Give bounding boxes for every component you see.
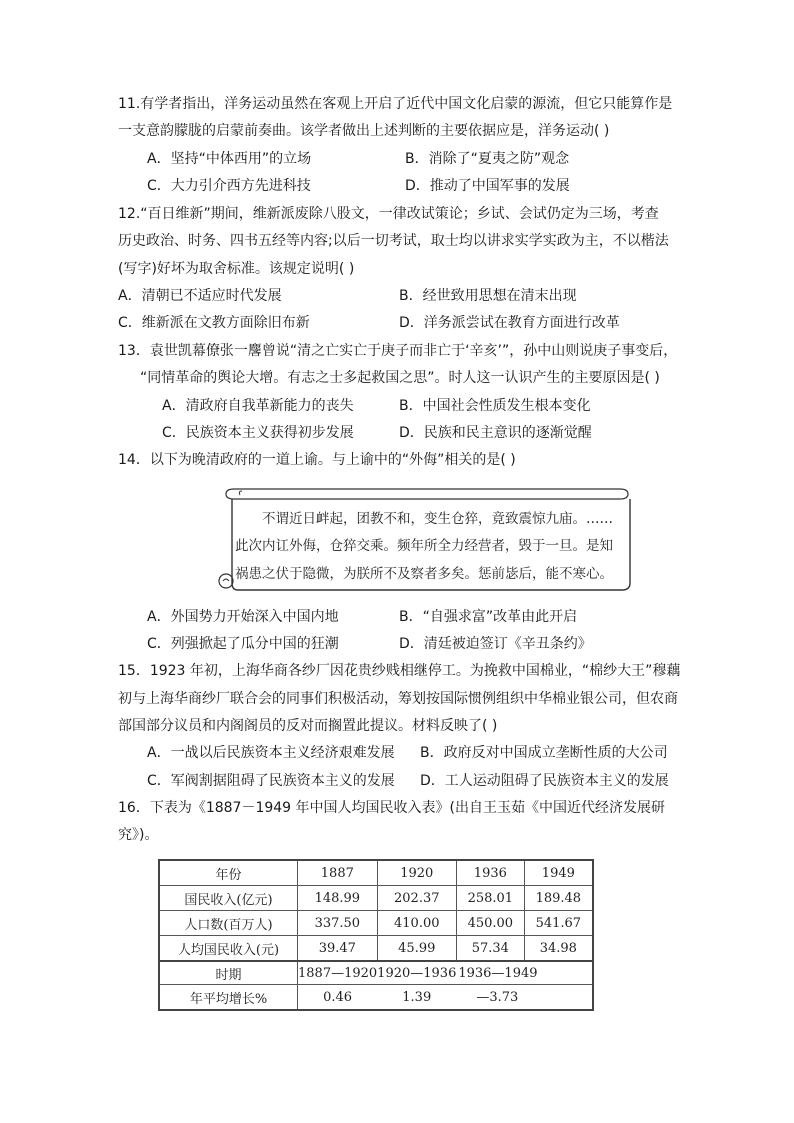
- table-cell: 34.98: [524, 936, 593, 962]
- q14-option-a[interactable]: A．外国势力开始深入中国内地: [147, 609, 339, 625]
- q13-option-d[interactable]: D．民族和民主意识的逐渐觉醒: [399, 425, 592, 441]
- q15-option-b[interactable]: B．政府反对中国成立垄断性质的大公司: [420, 745, 668, 761]
- table-row: [159, 936, 593, 962]
- q11-option-c[interactable]: C．大力引介西方先进科技: [147, 178, 311, 194]
- table-cell: 541.67: [524, 911, 593, 936]
- q14-option-d[interactable]: D．清廷被迫签订《辛丑条约》: [399, 636, 592, 652]
- q16-stem-line-2: 究》)。: [118, 827, 159, 843]
- growth-cell: 0.46: [298, 985, 378, 1011]
- table-cell: 410.00: [377, 911, 456, 936]
- q14-option-b[interactable]: B．“自强求富”改革由此开启: [399, 609, 578, 625]
- table-header-cell: 年份: [159, 860, 298, 886]
- table-cell: 450.00: [456, 911, 524, 936]
- table-header-row: [159, 860, 593, 886]
- table-growth-row: [159, 985, 593, 1011]
- q12-stem-line-1: 12.“百日维新”期间，维新派废除八股文，一律改试策论；乡试、会试仍定为三场，考查: [118, 206, 659, 222]
- period-label: 时期: [159, 961, 298, 985]
- q12-stem-line-2: 历史政治、时务、四书五经等内容;以后一切考试，取士均以讲求实学实政为主，不以楷法: [118, 233, 669, 249]
- imperial-decree-scroll: [218, 487, 632, 597]
- q13-option-a[interactable]: A．清政府自我革新能力的丧失: [162, 398, 354, 414]
- q11-stem-line-1: 11.有学者指出，洋务运动虽然在客观上开启了近代中国文化启蒙的源流，但它只能算作是: [118, 96, 673, 112]
- q13-option-b[interactable]: B．中国社会性质发生根本变化: [399, 398, 591, 414]
- q11-option-d[interactable]: D．推动了中国军事的发展: [405, 178, 570, 194]
- q15-option-d[interactable]: D．工人运动阻碍了民族资本主义的发展: [420, 773, 669, 789]
- q13-stem-line-1: 13．袁世凯幕僚张一麐曾说“清之亡实亡于庚子而非亡于‘辛亥’”，孙中山则说庚子事变后，: [118, 343, 678, 359]
- q12-option-d[interactable]: D．洋务派尝试在教育方面进行改革: [399, 315, 620, 331]
- q15-stem-line-3: 部国部分议员和内阁阁员的反对而搁置此提议。材料反映了( ): [118, 718, 498, 734]
- decree-line-1: 不谓近日衅起，团教不和，变生仓猝，竟致震惊九庙。……: [262, 511, 613, 527]
- growth-cell: 1.39: [377, 985, 456, 1011]
- table-row-label: 人口数(百万人): [159, 911, 298, 936]
- table-cell: 202.37: [377, 886, 456, 911]
- q15-option-c[interactable]: C．军阀割据阻碍了民族资本主义的发展: [147, 773, 395, 789]
- table-header-cell: 1887: [298, 860, 378, 886]
- table-cell: 39.47: [298, 936, 378, 962]
- table-row-label: 人均国民收入(元): [159, 936, 298, 962]
- table-period-row: [159, 961, 593, 985]
- table-cell: 148.99: [298, 886, 378, 911]
- table-row-label: 国民收入(亿元): [159, 886, 298, 911]
- growth-label: 年平均增长%: [159, 985, 298, 1011]
- q12-option-a[interactable]: A．清朝已不适应时代发展: [118, 288, 282, 304]
- decree-line-3: 祸患之伏于隐微，为朕所不及察者多矣。惩前毖后，能不寒心。: [235, 566, 613, 582]
- q14-option-c[interactable]: C．列强掀起了瓜分中国的狂潮: [147, 636, 339, 652]
- table-cell: 57.34: [456, 936, 524, 962]
- q11-option-b[interactable]: B．消除了“夏夷之防”观念: [405, 151, 570, 167]
- table-cell: 258.01: [456, 886, 524, 911]
- period-cell: 1920—1936: [377, 961, 456, 985]
- table-row: [159, 886, 593, 911]
- q15-stem-line-2: 初与上海华商纱厂联合会的同事们积极活动，筹划按国际惯例组织中华棉业银公司，但农商: [118, 691, 678, 707]
- table-cell: 337.50: [298, 911, 378, 936]
- q16-stem-line-1: 16．下表为《1887－1949 年中国人均国民收入表》(出自王玉茹《中国近代经济发展研: [118, 800, 665, 816]
- growth-cell: —3.73: [456, 985, 593, 1011]
- table-cell: 189.48: [524, 886, 593, 911]
- q12-stem-line-3: (写字)好坏为取舍标准。该规定说明( ): [118, 261, 355, 277]
- table-header-cell: 1920: [377, 860, 456, 886]
- q11-stem-line-2: 一支意韵朦胧的启蒙前奏曲。该学者做出上述判断的主要依据应是，洋务运动( ): [118, 123, 610, 139]
- income-table: [158, 859, 594, 1011]
- q12-option-b[interactable]: B．经世致用思想在清末出现: [399, 288, 577, 304]
- q14-stem: 14．以下为晚清政府的一道上谕。与上谕中的“外侮”相关的是( ): [118, 452, 516, 468]
- q15-stem-line-1: 15．1923 年初，上海华商各纱厂因花贵纱贱相继停工。为挽救中国棉业，“棉纱大王”穆藕: [118, 663, 681, 679]
- q13-stem-line-2: “同情革命的舆论大增。有志之士多起救国之思”。时人这一认识产生的主要原因是( ): [140, 370, 660, 386]
- table-header-cell: 1936: [456, 860, 524, 886]
- table-cell: 45.99: [377, 936, 456, 962]
- q13-option-c[interactable]: C．民族资本主义获得初步发展: [162, 425, 354, 441]
- table-header-cell: 1949: [524, 860, 593, 886]
- q12-option-c[interactable]: C．维新派在文教方面除旧布新: [118, 315, 310, 331]
- table-row: [159, 911, 593, 936]
- q11-option-a[interactable]: A．坚持“中体西用”的立场: [147, 151, 312, 167]
- decree-line-2: 此次内讧外侮，仓猝交乘。频年所全力经营者，毁于一旦。是知: [235, 538, 613, 554]
- period-cell: 1887—1920: [298, 961, 378, 985]
- q15-option-a[interactable]: A．一战以后民族资本主义经济艰难发展: [147, 745, 395, 761]
- period-cell: 1936—1949: [456, 961, 593, 985]
